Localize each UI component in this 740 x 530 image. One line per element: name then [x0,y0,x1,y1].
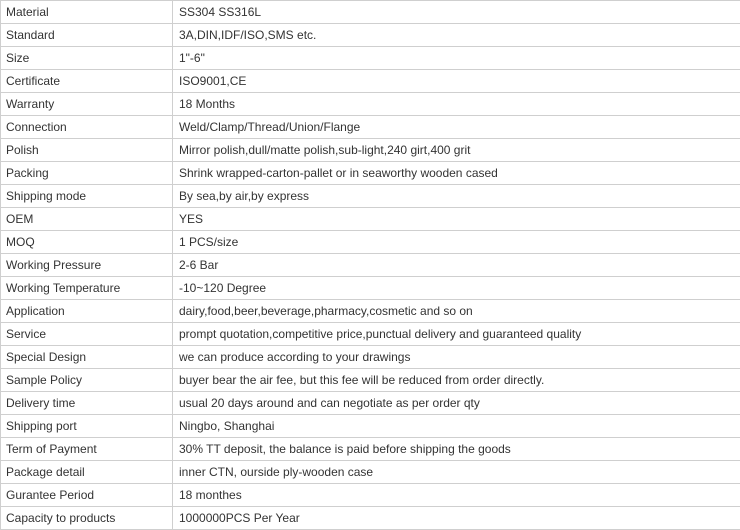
spec-row [1,93,740,116]
spec-label-cell: Standard [1,24,173,47]
spec-value-cell: By sea,by air,by express [173,185,740,208]
spec-row [1,484,740,507]
spec-value-cell: 2-6 Bar [173,254,740,277]
spec-value-cell: prompt quotation,competitive price,punctual delivery and guaranteed quality [173,323,740,346]
spec-label-cell: Shipping mode [1,185,173,208]
spec-row [1,1,740,24]
spec-row [1,323,740,346]
spec-row [1,24,740,47]
spec-label-cell: OEM [1,208,173,231]
spec-value-cell: Shrink wrapped-carton-pallet or in seaworthy wooden cased [173,162,740,185]
spec-value-cell: 3A,DIN,IDF/ISO,SMS etc. [173,24,740,47]
spec-row [1,392,740,415]
spec-label-cell: Connection [1,116,173,139]
spec-row [1,507,740,530]
spec-row [1,300,740,323]
spec-label-cell: Application [1,300,173,323]
spec-label-cell: Shipping port [1,415,173,438]
spec-label-cell: Gurantee Period [1,484,173,507]
spec-value-cell: 1 PCS/size [173,231,740,254]
spec-row [1,185,740,208]
spec-value-cell: 30% TT deposit, the balance is paid before shipping the goods [173,438,740,461]
spec-label-cell: Special Design [1,346,173,369]
spec-label-cell: Term of Payment [1,438,173,461]
spec-value-cell: we can produce according to your drawings [173,346,740,369]
spec-value-cell: 18 monthes [173,484,740,507]
spec-value-cell: dairy,food,beer,beverage,pharmacy,cosmetic and so on [173,300,740,323]
spec-value-cell: SS304 SS316L [173,1,740,24]
spec-value-cell: buyer bear the air fee, but this fee will be reduced from order directly. [173,369,740,392]
spec-row [1,438,740,461]
spec-table-body [1,1,740,530]
spec-value-cell: Mirror polish,dull/matte polish,sub-light,240 girt,400 grit [173,139,740,162]
spec-label-cell: Warranty [1,93,173,116]
spec-value-cell: 1000000PCS Per Year [173,507,740,530]
spec-row [1,254,740,277]
spec-row [1,461,740,484]
spec-value-cell: -10~120 Degree [173,277,740,300]
spec-row [1,116,740,139]
spec-value-cell: 1"-6" [173,47,740,70]
spec-label-cell: Size [1,47,173,70]
spec-value-cell: inner CTN, ourside ply-wooden case [173,461,740,484]
spec-label-cell: Working Temperature [1,277,173,300]
spec-value-cell: 18 Months [173,93,740,116]
spec-label-cell: Packing [1,162,173,185]
spec-row [1,208,740,231]
spec-label-cell: MOQ [1,231,173,254]
spec-row [1,369,740,392]
spec-row [1,70,740,93]
spec-row [1,415,740,438]
spec-label-cell: Certificate [1,70,173,93]
spec-row [1,47,740,70]
spec-label-cell: Service [1,323,173,346]
spec-value-cell: Ningbo, Shanghai [173,415,740,438]
spec-row [1,162,740,185]
spec-label-cell: Capacity to products [1,507,173,530]
spec-label-cell: Delivery time [1,392,173,415]
spec-label-cell: Working Pressure [1,254,173,277]
spec-value-cell: ISO9001,CE [173,70,740,93]
spec-label-cell: Sample Policy [1,369,173,392]
spec-label-cell: Package detail [1,461,173,484]
spec-label-cell: Material [1,1,173,24]
spec-value-cell: YES [173,208,740,231]
spec-row [1,139,740,162]
spec-row [1,231,740,254]
spec-row [1,346,740,369]
spec-row [1,277,740,300]
spec-value-cell: usual 20 days around and can negotiate as per order qty [173,392,740,415]
spec-value-cell: Weld/Clamp/Thread/Union/Flange [173,116,740,139]
spec-label-cell: Polish [1,139,173,162]
